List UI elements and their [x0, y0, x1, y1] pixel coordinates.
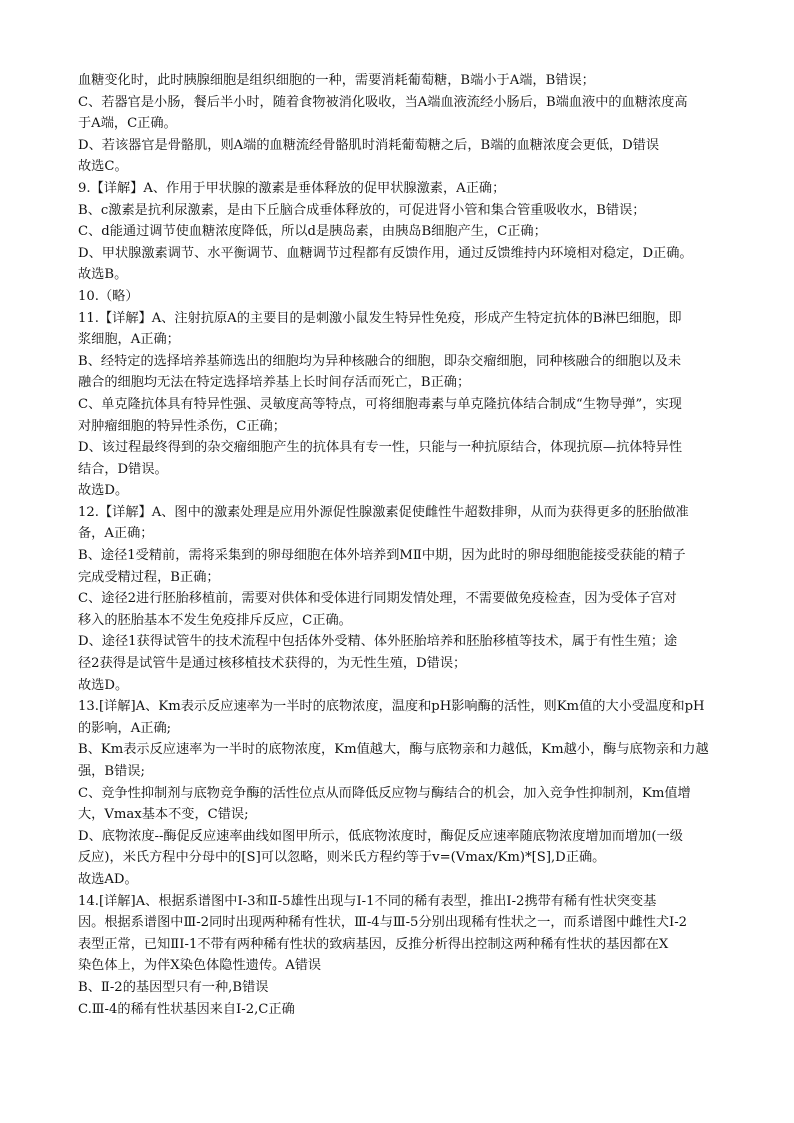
text-line: 故选D。 [78, 677, 129, 693]
text-line: C、若器官是小肠，餐后半小时，随着食物被消化吸收，当A端血液流经小肠后，B端血液中的血糖浓度高 [78, 94, 688, 110]
question-10-header: 10.（略） [78, 288, 139, 304]
question-12-header: 12.【详解】A、图中的激素处理是应用外源促性腺激素促使雌性牛超数排卵，从而为获得更多的胚胎做准 [78, 504, 689, 520]
question-14-header: 14.[详解]A、根据系谱图中I-3和Ⅱ-5雄性出现与I-1不同的稀有表型，推出I-2携带有稀有性状突变基 [78, 893, 657, 909]
text-line: B、途径1受精前，需将采集到的卵母细胞在体外培养到MⅡ中期，因为此时的卵母细胞能接受获能的精子 [78, 548, 686, 564]
text-line: 强，B错误; [78, 764, 145, 779]
question-11-header: 11.【详解】A、注射抗原A的主要目的是刺激小鼠发生特异性免疫，形成产生特定抗体的B淋巴细胞，即 [78, 310, 682, 326]
text-line: 故选AD。 [78, 871, 138, 887]
text-line: 移入的胚胎基本不发生免疫排斥反应，C正确。 [78, 612, 352, 628]
text-line: C、竞争性抑制剂与底物竞争酶的活性位点从而降低反应物与酶结合的机会，加入竞争性抑制剂，Km值增 [78, 785, 691, 801]
text-line: 故选B。 [78, 267, 128, 283]
text-line: D、途径1获得试管牛的技术流程中包括体外受精、体外胚胎培养和胚胎移植等技术，属于有性生殖；途 [78, 634, 678, 650]
text-line: D、底物浓度--酶促反应速率曲线如图甲所示，低底物浓度时，酶促反应速率随底物浓度增加而增加(一级 [78, 828, 683, 844]
question-13-header: 13.[详解]A、Km表示反应速率为一半时的底物浓度，温度和pH影响酶的活性，则Km值的大小受温度和pH [78, 699, 705, 715]
text-line: B、c激素是抗利尿激素，是由下丘脑合成垂体释放的，可促进肾小管和集合管重吸收水，B错误； [78, 202, 646, 218]
text-line: 大，Vmax基本不变，C错误; [78, 807, 249, 823]
text-line: C、途径2进行胚胎移植前，需要对供体和受体进行同期发情处理，不需要做免疫检查，因为受体子宫对 [78, 591, 677, 607]
text-line: 故选D。 [78, 483, 129, 499]
text-line: C、单克隆抗体具有特异性强、灵敏度高等特点，可将细胞毒素与单克隆抗体结合制成“生物导弹”，实现 [78, 396, 682, 412]
text-line: 结合，D错误。 [78, 461, 168, 477]
text-line: C、d能通过调节使血糖浓度降低，所以d是胰岛素，由胰岛B细胞产生，C正确； [78, 224, 547, 240]
text-line: B、Km表示反应速率为一半时的底物浓度，Km值越大，酶与底物亲和力越低，Km越小，酶与底物亲和力越 [78, 742, 709, 758]
text-line: 的影响，A正确; [78, 720, 172, 736]
text-line: 血糖变化时，此时胰腺细胞是组织细胞的一种，需要消耗葡萄糖，B端小于A端，B错误； [78, 73, 595, 88]
text-line: B、经特定的选择培养基筛选出的细胞均为异种核融合的细胞，即杂交瘤细胞，同种核融合的细胞以及未 [78, 353, 682, 369]
text-line: 反应)，米氏方程中分母中的[S]可以忽略，则米氏方程约等于v=(Vmax/Km)*[S],D正确。 [78, 850, 606, 866]
text-line: 融合的细胞均无法在特定选择培养基上长时间存活而死亡，B正确； [78, 375, 471, 391]
text-line: 表型正常，已知ⅡI-1不带有两种稀有性状的致病基因，反推分析得出控制这两种稀有性状的基因都在X [78, 936, 669, 952]
text-line: 备，A正确； [78, 526, 154, 542]
text-line: 故选C。 [78, 159, 128, 175]
question-9-header: 9.【详解】A、作用于甲状腺的激素是垂体释放的促甲状腺激素，A正确； [78, 180, 506, 196]
text-line: 染色体上，为伴X染色体隐性遗传。A错误 [78, 958, 322, 974]
text-line: D、甲状腺激素调节、水平衡调节、血糖调节过程都有反馈作用，通过反馈维持内环境相对稳定，D正确。 [78, 245, 693, 261]
text-line: 径2获得是试管牛是通过核移植技术获得的，为无性生殖，D错误； [78, 656, 467, 672]
answer-text-block [78, 70, 728, 1020]
text-line: C.Ⅲ-4的稀有性状基因来自Ⅰ-2,C正确 [78, 1001, 295, 1017]
text-line: 浆细胞，A正确； [78, 332, 180, 348]
text-line: 于A端，C正确。 [78, 116, 177, 132]
text-line: 完成受精过程，B正确； [78, 569, 220, 585]
text-line: 因。根据系谱图中Ⅲ-2同时出现两种稀有性状，Ⅲ-4与Ⅲ-5分别出现稀有性状之一，而系谱图中雌性犬I-2 [78, 915, 688, 931]
text-line: 对肿瘤细胞的特异性杀伤，C正确； [78, 418, 286, 434]
text-line: B、Ⅱ-2的基因型只有一种,B错误 [78, 979, 269, 995]
text-line: D、该过程最终得到的杂交瘤细胞产生的抗体具有专一性，只能与一种抗原结合，体现抗原—抗体特异性 [78, 440, 683, 456]
text-line: D、若该器官是骨骼肌，则A端的血糖流经骨骼肌时消耗葡萄糖之后，B端的血糖浓度会更低，D错误 [78, 137, 660, 153]
